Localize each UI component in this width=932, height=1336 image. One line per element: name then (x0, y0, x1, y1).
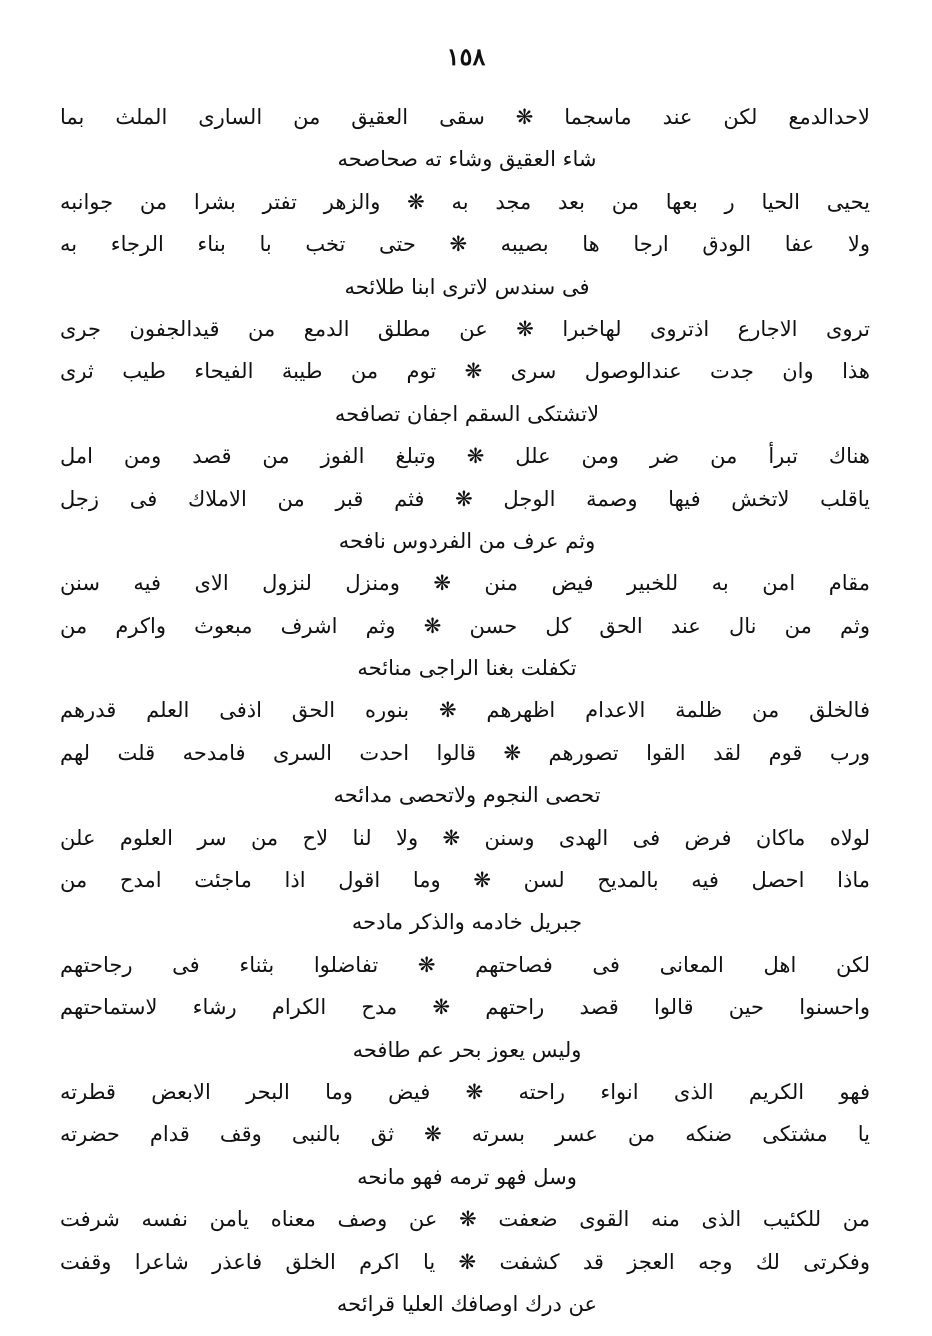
poem-line: مقام امن به للخبير فيض منن ❋ ومنزل لنزول الاى فيه سنن (60, 571, 870, 596)
poem-line: واحسنوا حين قالوا قصد راحتهم ❋ مدح الكرام رشاء لاستماحتهم (60, 995, 870, 1020)
poem-line-refrain: وثم عرف من الفردوس نافحه (338, 528, 596, 553)
poem-text (52, 96, 882, 1325)
poem-line: لاحدالدمع لكن عند ماسجما ❋ سقى العقيق من السارى الملث بما (60, 105, 870, 129)
poem-line: وثم من نال عند الحق كل حسن ❋ وثم اشرف مبعوث واكرم من (60, 613, 870, 638)
poem-line: فالخلق من ظلمة الاعدام اظهرهم ❋ بنوره الحق اذفى العلم قدرهم (60, 698, 870, 723)
poem-line: هناك تبرأ من ضر ومن علل ❋ وتبلغ الفوز من قصد ومن امل (60, 444, 870, 469)
poem-line-refrain: تكفلت بغنا الراجى منائحه (357, 656, 577, 681)
poem-line: ولا عفا الودق ارجا ها بصيبه ❋ حتى تخب با بناء الرجاء به (60, 232, 870, 257)
poem-line-refrain: فى سندس لاترى ابنا طلائحه (344, 274, 590, 299)
poem-line: لكن اهل المعانى فى فصاحتهم ❋ تفاضلوا بثناء فى رجاحتهم (60, 952, 870, 977)
poem-line: ياقلب لاتخش فيها وصمة الوجل ❋ فثم قبر من الاملاك فى زجل (60, 486, 870, 511)
poem-line-refrain: وسل فهو ترمه فهو مانحه (357, 1164, 577, 1189)
poem-line: هذا وان جدت عندالوصول سرى ❋ توم من طيبة الفيحاء طيب ثرى (60, 359, 870, 384)
poem-line: فهو الكريم الذى انواء راحته ❋ فيض وما البحر الابعض قطرته (60, 1079, 870, 1104)
poem-line: ورب قوم لقد القوا تصورهم ❋ قالوا احدت السرى فامدحه قلت لهم (60, 740, 870, 765)
poem-line-refrain: جبريل خادمه والذكر مادحه (351, 910, 583, 935)
poem-line: من للكئيب الذى منه القوى ضعفت ❋ عن وصف معناه يامن نفسه شرفت (60, 1207, 870, 1232)
poem-line: ماذا احصل فيه بالمديح لسن ❋ وما اقول اذا ماجئت امدح من (60, 868, 870, 893)
poem-line: تروى الاجارع اذتروى لهاخبرا ❋ عن مطلق الدمع من قيدالجفون جرى (60, 316, 870, 341)
poem-line-refrain: عن درك اوصافك العليا قرائحه (336, 1291, 598, 1316)
poem-line: وفكرتى لك وجه العجز قد كشفت ❋ يا اكرم الخلق فاعذر شاعرا وقفت (60, 1249, 870, 1274)
poem-line: يحيى الحيا ر بعها من بعد مجد به ❋ والزهر تفتر بشرا من جوانبه (60, 189, 870, 214)
poem-line: لولاه ماكان فرض فى الهدى وسنن ❋ ولا لنا لاح من سر العلوم علن (60, 825, 870, 850)
poem-line-refrain: وليس يعوز بحر عم طافحه (352, 1037, 582, 1062)
page-number: ١٥٨ (446, 42, 486, 71)
poem-line-refrain: لاتشتكى السقم اجفان تصافحه (334, 401, 600, 426)
poem-line-refrain: شاء العقيق وشاء ته صحاصحه (337, 147, 597, 172)
poem-line-refrain: تحصى النجوم ولاتحصى مدائحه (333, 783, 601, 808)
poem-line: يا مشتكى ضنكه من عسر بسرته ❋ ثق بالنبى وقف قدام حضرته (60, 1122, 870, 1147)
